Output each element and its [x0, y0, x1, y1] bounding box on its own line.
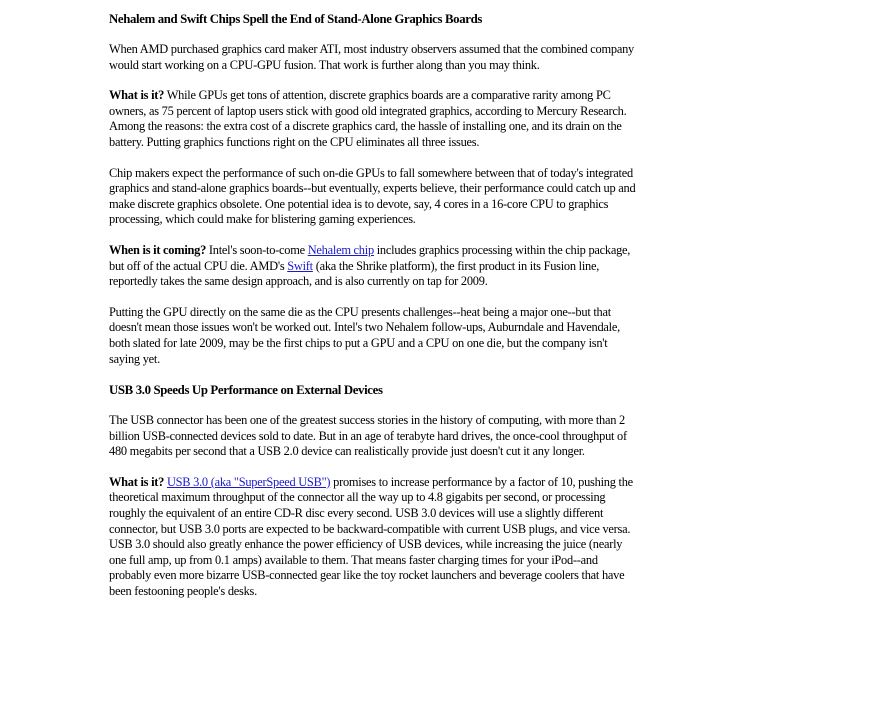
paragraph-text: includes graphics processing within the chip package, but off of the actual CPU die. AMD's — [109, 242, 631, 273]
paragraph-text: (aka the Shrike platform), the first product in its Fusion line, reportedly takes the same design approach, and is also currently on tap for 2009. — [109, 258, 600, 289]
paragraph-text: While GPUs get tons of attention, discrete graphics boards are a comparative rarity among PC owners, as 75 percent of laptop users stick with good old integrated graphics, according to Mercury Research. Among the reasons: the extra cost of a discrete graphics card, the hassle of installing one, and its drain on the battery. Putting graphics functions right on the CPU eliminates all three issues. — [109, 88, 627, 149]
lead-label: What is it? — [109, 474, 165, 489]
paragraph-text: Intel's soon-to-come — [206, 242, 308, 257]
intro-paragraph: When AMD purchased graphics card maker ATI, most industry observers assumed that the combined company would start working on a CPU-GPU fusion. That work is further along than you may think. — [109, 42, 634, 72]
when-coming-paragraph — [109, 243, 639, 290]
usb-what-is-it-paragraph — [109, 475, 639, 600]
gpu-die-paragraph: Putting the GPU directly on the same die as the CPU presents challenges--heat being a major one--but that doesn't mean those issues won't be worked out. Intel's two Nehalem follow-ups, Auburndale and Havendale, both slated for late 2009, may be the first chips to put a GPU and a CPU on one die, but the company isn't saying yet. — [109, 304, 620, 366]
lead-label: What is it? — [109, 88, 165, 103]
nehalem-chip-link[interactable]: Nehalem chip — [307, 242, 374, 257]
what-is-it-paragraph — [109, 88, 639, 150]
lead-label: When is it coming? — [109, 242, 207, 257]
section-heading-usb: USB 3.0 Speeds Up Performance on External Devices — [109, 383, 383, 398]
swift-link[interactable]: Swift — [287, 258, 313, 273]
article-body — [109, 11, 639, 615]
usb-3-link[interactable]: USB 3.0 (aka "SuperSpeed USB") — [166, 474, 331, 489]
performance-paragraph: Chip makers expect the performance of such on-die GPUs to fall somewhere between that of today's integrated graphics and stand-alone graphics boards--but eventually, experts believe, their performance could catch up and make discrete graphics obsolete. One potential idea is to devote, say, 4 cores in a 16-core CPU to graphics processing, which could make for blistering gaming experiences. — [109, 165, 636, 227]
usb-intro-paragraph: The USB connector has been one of the greatest success stories in the history of computing, with more than 2 billion USB-connected devices sold to date. But in an age of terabyte hard drives, the once-cool throughput of 480 megabits per second that a USB 2.0 device can realistically provide just doesn't cut it any longer. — [109, 413, 627, 459]
section-heading-nehalem: Nehalem and Swift Chips Spell the End of Stand-Alone Graphics Boards — [109, 12, 482, 26]
paragraph-text: promises to increase performance by a factor of 10, pushing the theoretical maximum throughput of the connector all the way up to 4.8 gigabits per second, or processing roughly the equivalent of an entire CD-R disc every second. USB 3.0 devices will use a slightly different connector, but USB 3.0 ports are expected to be backward-compatible with current USB plugs, and vice versa. USB 3.0 should also greatly enhance the power efficiency of USB devices, while increasing the juice (nearly one full amp, up from 0.1 amps) available to them. That means faster charging times for your iPod--and probably even more bizarre USB-connected gear like the toy rocket launchers and beverage coolers that have been festooning people's desks. — [109, 474, 633, 599]
